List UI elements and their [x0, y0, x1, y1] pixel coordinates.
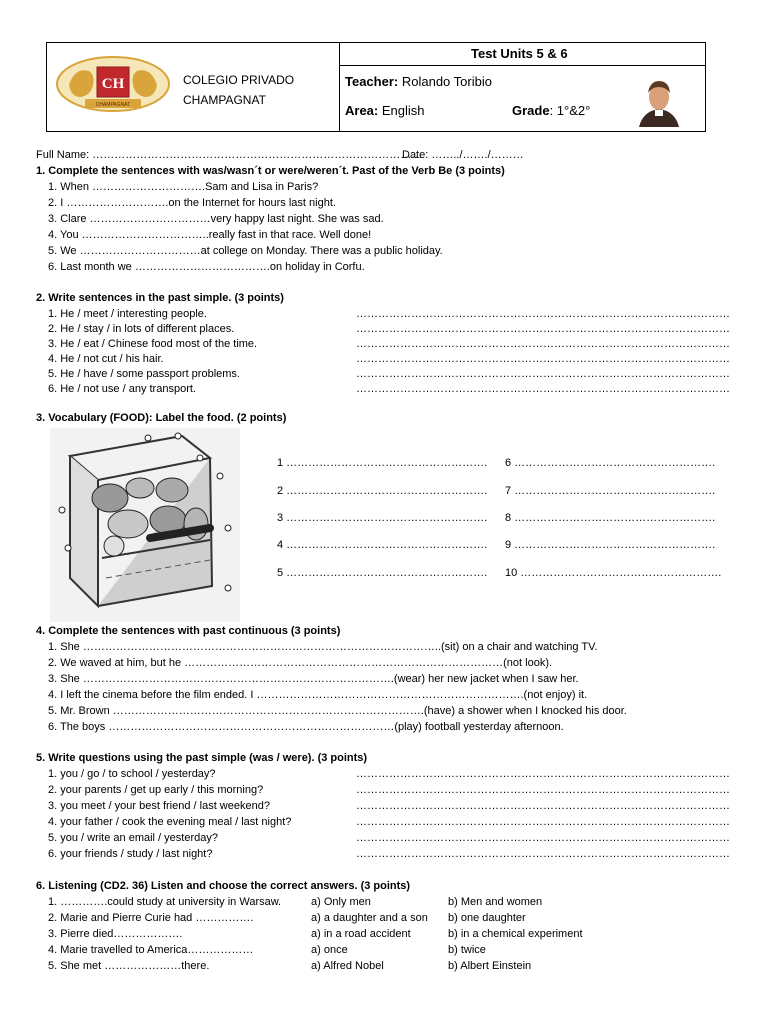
school-name-line2: CHAMPAGNAT	[183, 93, 266, 107]
teacher-value: Rolando Toribio	[398, 74, 492, 89]
s6-option-b-3[interactable]: b) in a chemical experiment	[448, 928, 583, 940]
label-2[interactable]: 2 ……………………………………………….	[277, 485, 488, 497]
date-field[interactable]: Date: ……../……./………	[402, 149, 524, 161]
s4-item-4: 4. I left the cinema before the film ended. I ……………………………………………………………….(not enjoy) it.	[48, 689, 588, 701]
s2-item-2: 2. He / stay / in lots of different places.	[48, 323, 235, 335]
section4-title: 4. Complete the sentences with past continuous (3 points)	[36, 625, 341, 637]
label-3[interactable]: 3 ……………………………………………….	[277, 512, 488, 524]
s1-item-3: 3. Clare ……………………………very happy last night. She was sad.	[48, 213, 384, 225]
s4-item-5: 5. Mr. Brown ………………………………………………………………………….(have) a shower when I knocked his door.	[48, 705, 627, 717]
label-8[interactable]: 8 ……………………………………………….	[505, 512, 716, 524]
portrait-image	[635, 77, 683, 127]
s1-item-2: 2. I ……………………….on the Internet for hours last night.	[48, 197, 336, 209]
section6-title: 6. Listening (CD2. 36) Listen and choose the correct answers. (3 points)	[36, 880, 411, 892]
s2-item-4: 4. He / not cut / his hair.	[48, 353, 164, 365]
s4-item-2: 2. We waved at him, but he ……………………………………………………………………………(not look).	[48, 657, 553, 669]
logo-monogram: CH	[101, 76, 125, 92]
label-6[interactable]: 6 ……………………………………………….	[505, 457, 716, 469]
s1-item-4: 4. You ……………………………..really fast in that race. Well done!	[48, 229, 372, 241]
s6-question-4: 4. Marie travelled to America………………	[48, 944, 254, 956]
logo-banner: CHAMPAGNAT	[95, 102, 131, 108]
s6-option-b-1[interactable]: b) Men and women	[448, 896, 543, 908]
label-9[interactable]: 9 ……………………………………………….	[505, 539, 716, 551]
s6-option-a-2[interactable]: a) a daughter and a son	[311, 912, 428, 924]
s2-item-5: 5. He / have / some passport problems.	[48, 368, 240, 380]
s1-item-5: 5. We ……………………………at college on Monday. There was a public holiday.	[48, 245, 443, 257]
s2-item-3: 3. He / eat / Chinese food most of the time.	[48, 338, 258, 350]
area-line	[345, 103, 425, 118]
s6-option-a-3[interactable]: a) in a road accident	[311, 928, 411, 940]
s5-item-2: 2. your parents / get up early / this morning?	[48, 784, 264, 796]
s6-question-5: 5. She met …………………there.	[48, 960, 210, 972]
grade-line	[512, 103, 590, 118]
food-box-illustration	[50, 428, 240, 622]
s2-item-1: 1. He / meet / interesting people.	[48, 308, 207, 320]
section5-title: 5. Write questions using the past simple (was / were). (3 points)	[36, 752, 368, 764]
label-10[interactable]: 10 ……………………………………………….	[505, 567, 722, 579]
section2-title: 2. Write sentences in the past simple. (3 points)	[36, 292, 284, 304]
s5-item-5: 5. you / write an email / yesterday?	[48, 832, 218, 844]
s5-item-6: 6. your friends / study / last night?	[48, 848, 213, 860]
s6-option-b-2[interactable]: b) one daughter	[448, 912, 526, 924]
s6-question-1: 1. ………….could study at university in Warsaw.	[48, 896, 282, 908]
s5-answer-line[interactable]: …………………………………………………………………………………………	[356, 816, 730, 828]
s6-option-b-4[interactable]: b) twice	[448, 944, 486, 956]
s6-option-a-4[interactable]: a) once	[311, 944, 348, 956]
s2-answer-line[interactable]: …………………………………………………………………………………………	[356, 308, 730, 320]
s4-item-6: 6. The boys ……………………………………………………………………(play) football yesterday afternoon.	[48, 721, 564, 733]
s2-answer-line[interactable]: …………………………………………………………………………………………	[356, 323, 730, 335]
s5-answer-line[interactable]: …………………………………………………………………………………………	[356, 800, 730, 812]
section3-title: 3. Vocabulary (FOOD): Label the food. (2 points)	[36, 412, 287, 424]
section1-title: 1. Complete the sentences with was/wasn´t or were/weren´t. Past of the Verb Be (3 points)	[36, 165, 505, 177]
s6-option-a-1[interactable]: a) Only men	[311, 896, 371, 908]
s6-question-2: 2. Marie and Pierre Curie had …………….	[48, 912, 254, 924]
area-value: English	[378, 103, 425, 118]
s6-option-a-5[interactable]: a) Alfred Nobel	[311, 960, 384, 972]
header-divider	[339, 43, 340, 131]
s2-answer-line[interactable]: …………………………………………………………………………………………	[356, 353, 730, 365]
s5-answer-line[interactable]: …………………………………………………………………………………………	[356, 848, 730, 860]
school-name-line1: COLEGIO PRIVADO	[183, 73, 295, 87]
grade-value: : 1°&2°	[549, 103, 591, 118]
test-title: Test Units 5 & 6	[471, 46, 568, 61]
grade-label: Grade	[512, 103, 550, 118]
s5-answer-line[interactable]: …………………………………………………………………………………………	[356, 832, 730, 844]
header-box	[46, 42, 706, 132]
full-name-field[interactable]: Full Name: ………………………………………………………………………………	[36, 149, 423, 161]
header-title-rule	[339, 65, 705, 66]
s6-question-3: 3. Pierre died……………….	[48, 928, 183, 940]
label-1[interactable]: 1 ……………………………………………….	[277, 457, 488, 469]
label-7[interactable]: 7 ……………………………………………….	[505, 485, 716, 497]
s2-item-6: 6. He / not use / any transport.	[48, 383, 196, 395]
s2-answer-line[interactable]: …………………………………………………………………………………………	[356, 368, 730, 380]
s1-item-1: 1. When ………………………….Sam and Lisa in Paris?	[48, 181, 319, 193]
label-4[interactable]: 4 ……………………………………………….	[277, 539, 488, 551]
s5-answer-line[interactable]: …………………………………………………………………………………………	[356, 784, 730, 796]
s5-item-4: 4. your father / cook the evening meal / last night?	[48, 816, 292, 828]
s2-answer-line[interactable]: …………………………………………………………………………………………	[356, 383, 730, 395]
label-5[interactable]: 5 ……………………………………………….	[277, 567, 488, 579]
s5-item-3: 3. you meet / your best friend / last weekend?	[48, 800, 270, 812]
area-label: Area:	[345, 103, 379, 118]
s5-answer-line[interactable]: …………………………………………………………………………………………	[356, 768, 730, 780]
teacher-label: Teacher:	[345, 74, 399, 89]
s4-item-3: 3. She ………………………………………………………………………….(wear) her new jacket when I saw her.	[48, 673, 579, 685]
s1-item-6: 6. Last month we ……………………………….on holiday in Corfu.	[48, 261, 365, 273]
s4-item-1: 1. She ……………………………………………………………………………………..(sit) on a chair and watching TV.	[48, 641, 598, 653]
school-logo	[55, 55, 171, 113]
s6-option-b-5[interactable]: b) Albert Einstein	[448, 960, 532, 972]
s5-item-1: 1. you / go / to school / yesterday?	[48, 768, 216, 780]
teacher-line	[345, 74, 492, 89]
s2-answer-line[interactable]: …………………………………………………………………………………………	[356, 338, 730, 350]
